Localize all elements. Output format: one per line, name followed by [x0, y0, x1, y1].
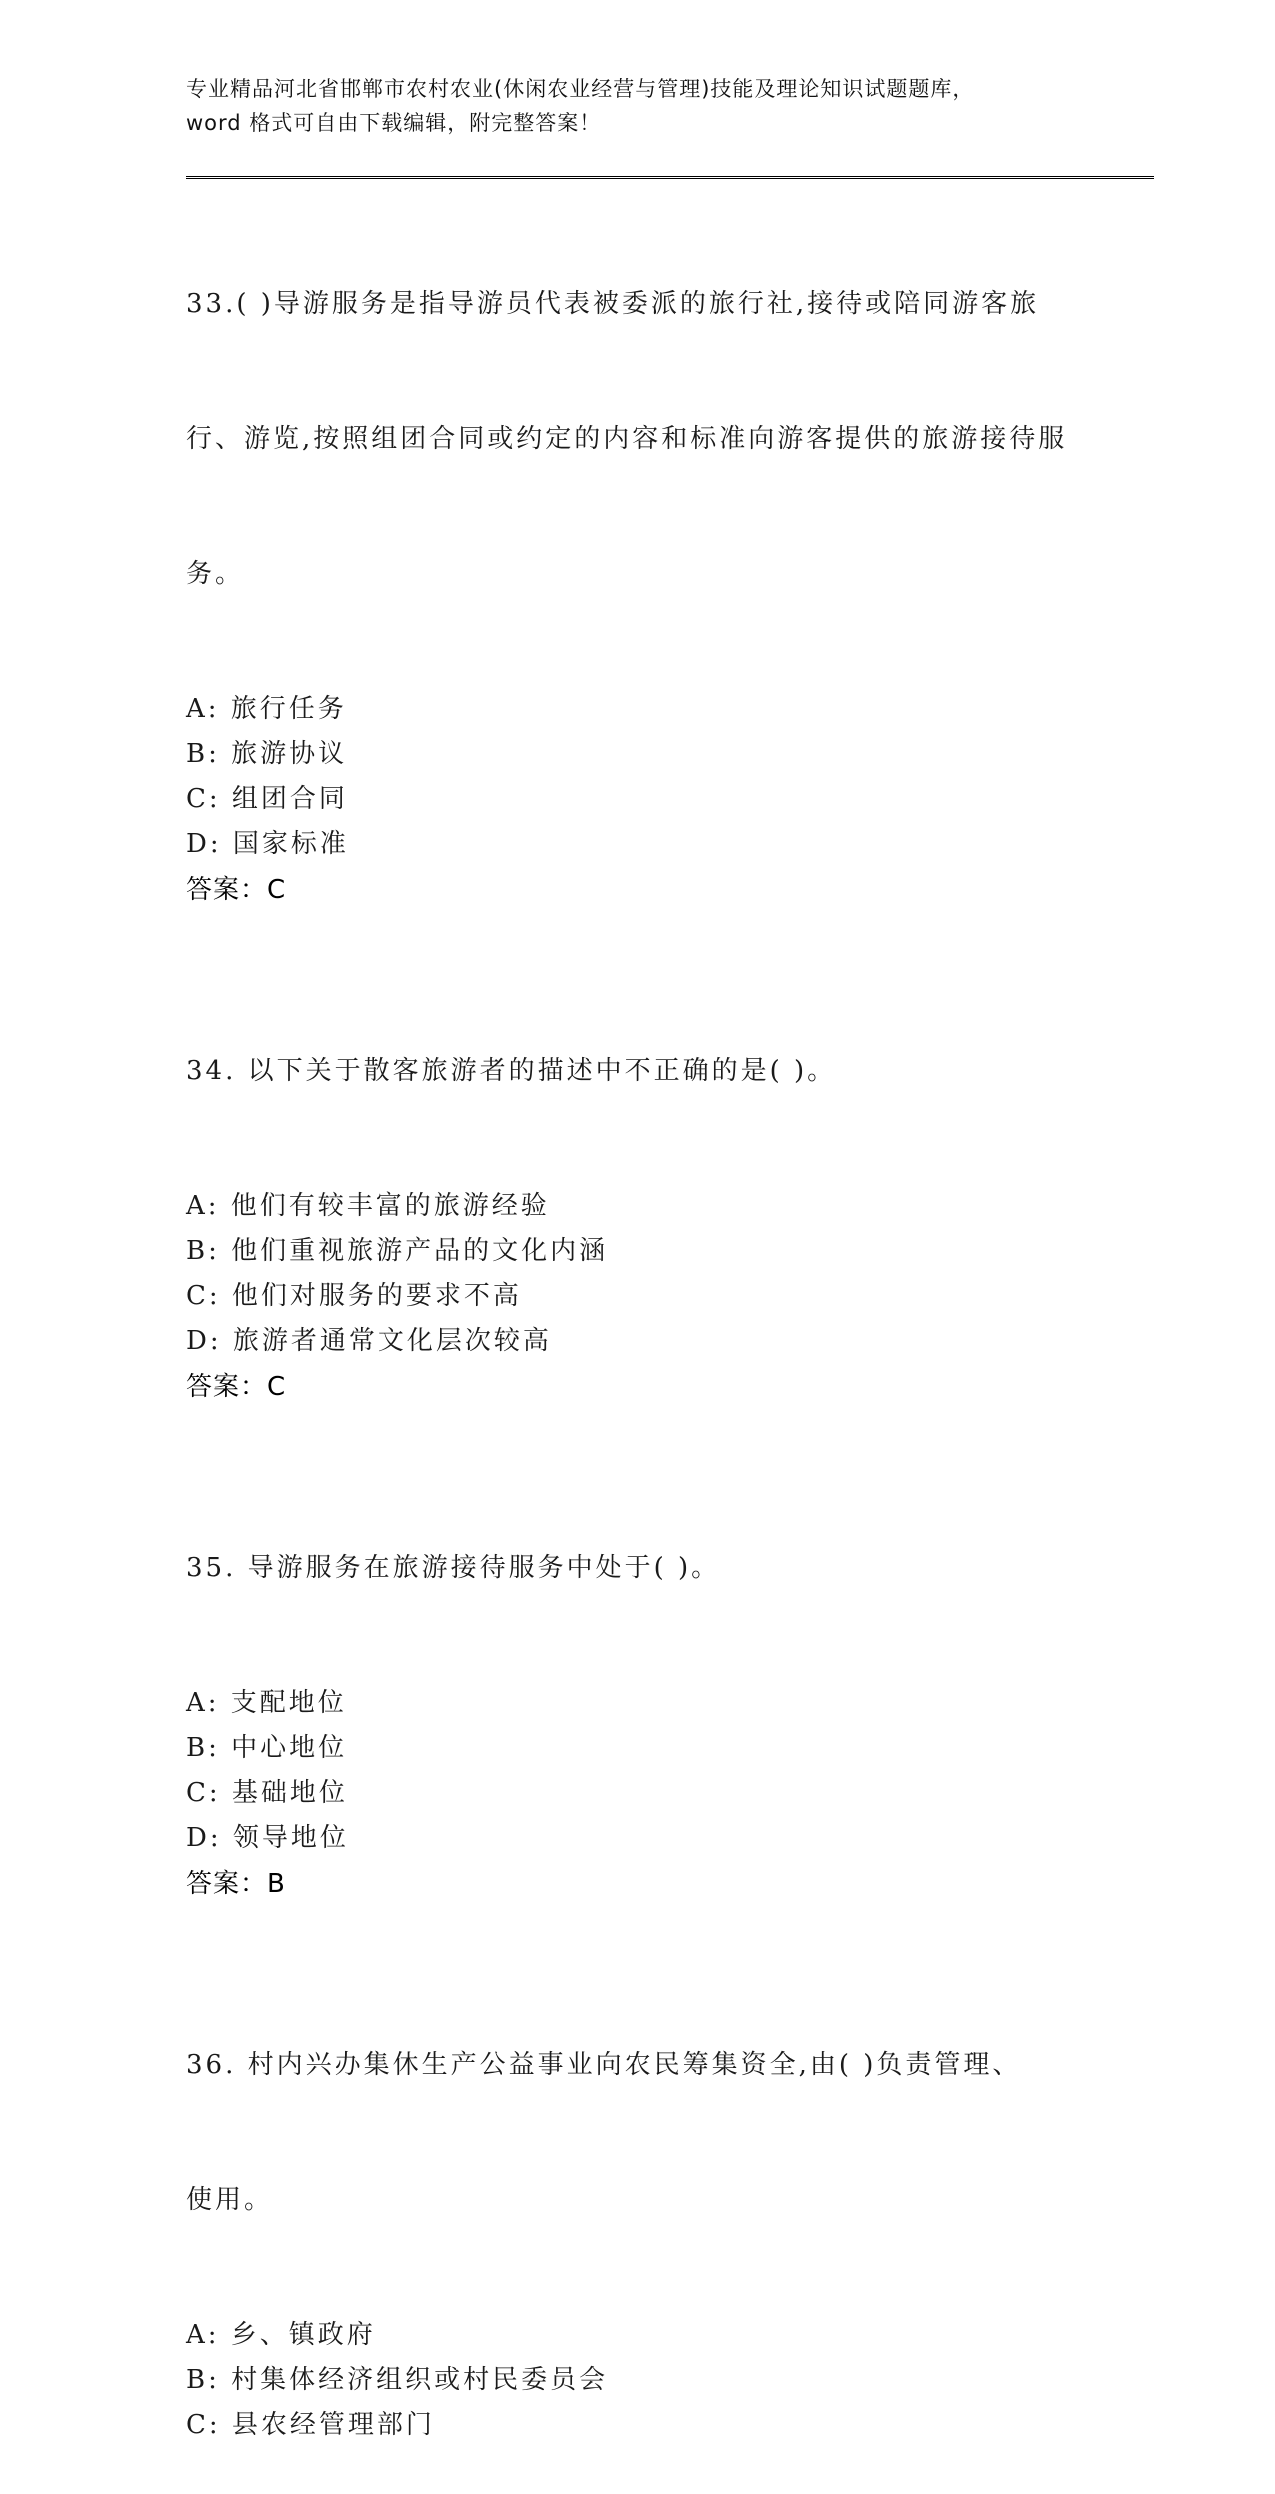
question-line: 35. 导游服务在旅游接待服务中处于( )。	[186, 1553, 721, 1583]
answer-label: 答案：C	[186, 875, 287, 905]
option-d: D: 国家标准	[186, 829, 349, 859]
question-text	[186, 1456, 1076, 1681]
option-a: A: 旅行任务	[186, 694, 347, 724]
question-34	[186, 959, 1086, 1410]
question-line: 34. 以下关于散客旅游者的描述中不正确的是( )。	[186, 1056, 837, 1086]
document-header	[186, 72, 1086, 140]
question-line: 行、游览,按照组团合同或约定的内容和标准向游客提供的旅游接待服	[186, 424, 1068, 454]
question-line: 使用。	[186, 2185, 274, 2215]
option-d: D: 领导地位	[186, 1823, 349, 1853]
question-36	[186, 1953, 1086, 2448]
question-text	[186, 959, 1076, 1184]
question-35	[186, 1456, 1086, 1907]
question-list	[186, 192, 1086, 2494]
question-text	[186, 192, 1076, 687]
header-divider	[186, 176, 1154, 179]
option-b: B: 他们重视旅游产品的文化内涵	[186, 1236, 609, 1266]
option-d: D: 旅游者通常文化层次较高	[186, 1326, 552, 1356]
answer-label: 答案：B	[186, 1869, 286, 1899]
header-line-2: word 格式可自由下载编辑，附完整答案！	[186, 111, 602, 135]
option-b: B: 旅游协议	[186, 739, 348, 769]
answer-label: 答案：C	[186, 1372, 287, 1402]
option-c: C: 基础地位	[186, 1778, 348, 1808]
question-line: 务。	[186, 559, 245, 589]
question-line: 36. 村内兴办集休生产公益事业向农民筹集资全,由( )负责管理、	[186, 2050, 1022, 2080]
option-a: A: 他们有较丰富的旅游经验	[186, 1191, 550, 1221]
option-a: A: 乡、镇政府	[186, 2320, 376, 2350]
question-text	[186, 1953, 1076, 2313]
option-c: C: 组团合同	[186, 784, 348, 814]
option-c: C: 县农经管理部门	[186, 2410, 435, 2440]
option-b: B: 村集体经济组织或村民委员会	[186, 2365, 609, 2395]
option-a: A: 支配地位	[186, 1688, 347, 1718]
question-33	[186, 192, 1086, 913]
header-line-1: 专业精品河北省邯郸市农村农业(休闲农业经营与管理)技能及理论知识试题题库，	[186, 77, 975, 101]
option-c: C: 他们对服务的要求不高	[186, 1281, 522, 1311]
question-line: 33.( )导游服务是指导游员代表被委派的旅行社,接待或陪同游客旅	[186, 289, 1040, 319]
option-b: B: 中心地位	[186, 1733, 348, 1763]
